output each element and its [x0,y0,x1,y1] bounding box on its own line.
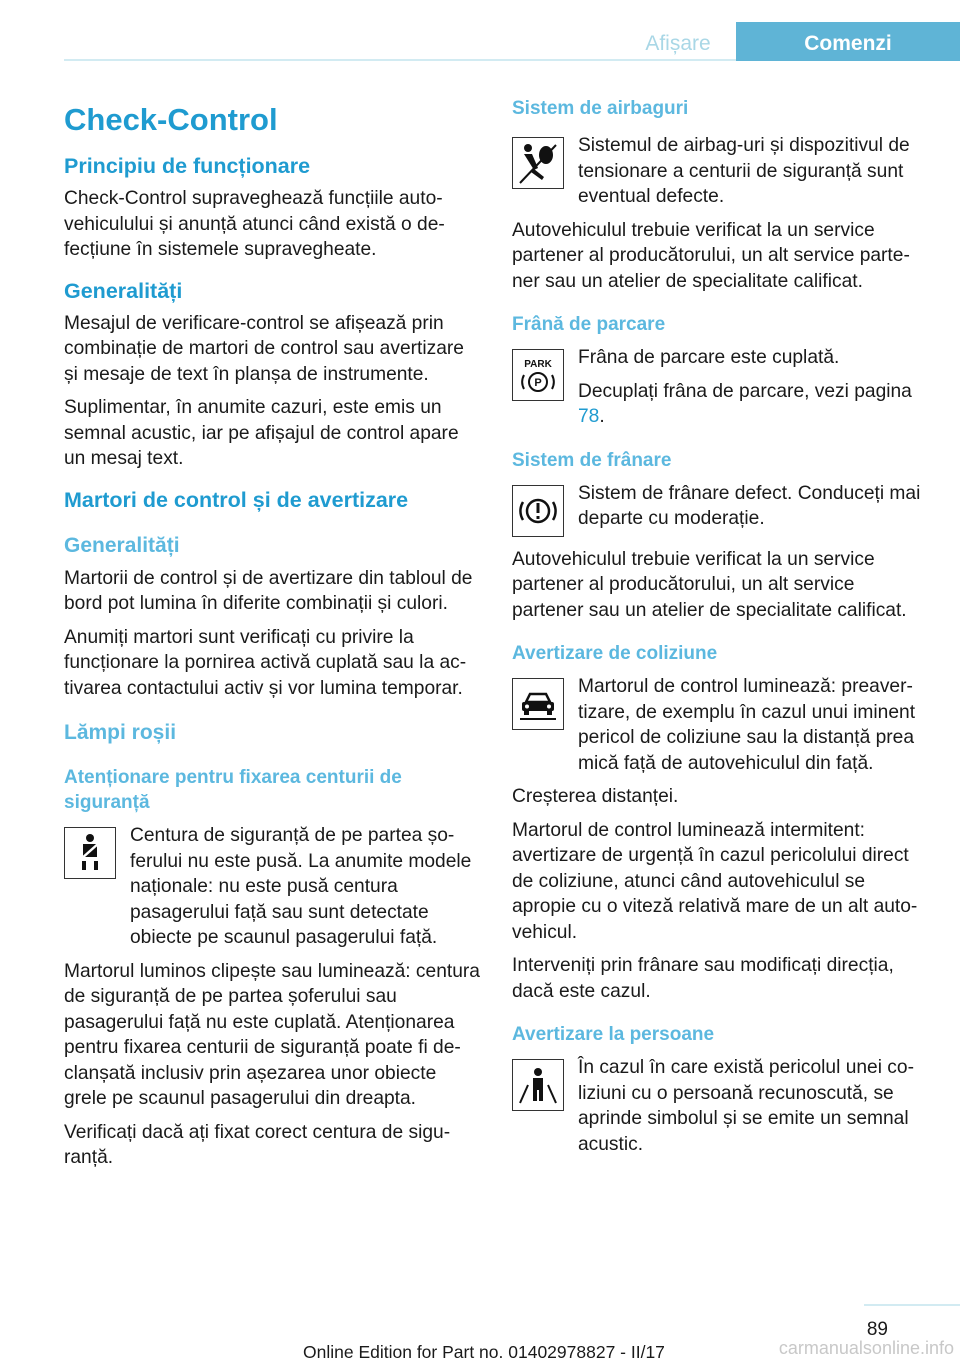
seatbelt-icon-text: Centura de siguranță de pe partea șoferului nu este pusă. La anumite modele naționale: nu este pusă centura pasagerului față sau sunt detectate obiecte pe scaunul pasagerului față. [130,825,472,948]
tab-afisare[interactable]: Afișare [645,32,711,55]
seatbelt-text-3: Verificați dacă ați fixat corect centura de siguranță. [64,1121,451,1168]
principle-text: Check-Control supraveghează funcțiile autovehiculului și anunță atunci când există o defecțiune în sistemele supravegheate. [64,188,445,260]
park-heading: Frână de parcare [512,314,666,335]
page-title: Check-Control [64,102,278,137]
brake-system-icon [512,485,564,537]
general-heading: Generalități [64,278,183,303]
park-text-prefix: Decuplați frâna de parcare, vezi pagina [578,380,912,402]
red-lamps-heading: Lămpi roșii [64,721,177,744]
collision-text-2: Creșterea distanței. [512,786,679,807]
brake-block [512,481,926,541]
principle-heading: Principiu de funcționare [64,154,311,178]
collision-heading: Avertizare de coliziune [512,643,718,664]
warnings-heading: Martori de control și de avertizare [64,487,409,512]
park-block [512,345,926,430]
pedestrian-warning-icon [512,1059,564,1111]
general-text-2: Suplimentar, în anumite cazuri, este emis un semnal acustic, iar pe afișajul de control apare un mesaj text. [64,397,459,469]
collision-text-3: Martorul de control luminează intermitent: avertizare de urgență în cazul pericolului direct de coliziune, atunci când autovehiculul se apropie cu o viteză relativă mare de un alt autovehicul. [512,819,918,943]
park-text-2 [512,379,926,430]
tab-comenzi[interactable]: Comenzi [736,22,960,61]
svg-text:P: P [534,377,542,389]
airbag-heading: Sistem de airbaguri [512,98,689,119]
park-brake-icon [512,349,564,401]
park-icon-text: Frâna de parcare este cuplată. [578,347,840,368]
brake-text-2: Autovehiculul trebuie verificat la un service partener al producătorului, un alt service partener sau un atelier de specialitate calificat. [512,548,907,621]
airbag-warning-icon [512,137,564,189]
collision-block [512,674,926,776]
watermark: carmanualsonline.info [778,1338,954,1358]
edition-footer: Online Edition for Part no. 01402978827 - II/17 [303,1342,665,1362]
collision-icon-text: Martorul de control luminează: preavertizare, de exemplu în cazul unui iminent pericol de coliziune sau la distanță prea mică față de autovehiculul din față. [578,676,916,774]
brake-icon-text: Sistem de frânare defect. Conduceți mai departe cu moderație. [578,482,921,529]
seatbelt-text-2: Martorul luminos clipește sau luminează: centura de siguranță de pe partea șoferului sau pasagerului față nu este cuplată. Atenționarea pentru fixarea centurii de siguranță poate fi declanșată inclusiv prin așezarea unor obiecte grele pe scaunul pasagerului din dreapta. [64,960,480,1109]
warnings-general-heading: Generalități [64,533,180,557]
page-78-link[interactable]: 78 [578,406,600,427]
person-heading: Avertizare la persoane [512,1024,715,1045]
airbag-block [512,133,926,210]
park-text-suffix: . [599,406,605,427]
collision-warning-icon [512,678,564,730]
left-column [64,96,480,1179]
warnings-text-1: Martorii de control și de avertizare din tabloul de bord pot lumina în diferite combinații și culori. [64,567,473,614]
page-number: 89 [866,1319,888,1340]
footer-rule [864,1304,960,1306]
warnings-text-2: Anumiți martori sunt verificați cu privire la funcționare la pornirea activă cuplată sau la activarea contactului activ și vor lumina temporar. [64,626,467,699]
person-icon-text: În cazul în care există pericolul unei coliziuni cu o persoană recunoscută, se aprinde simbolul și se emite un semnal acustic. [578,1057,914,1155]
seatbelt-heading: Atenționare pentru fixarea centurii de siguranță [64,767,402,813]
seatbelt-block [64,823,480,951]
seatbelt-warning-icon [64,827,116,879]
general-text-1: Mesajul de verificare-control se afișează prin combinație de martori de control sau avertizare și mesaje de text în planșa de instrumente. [64,312,464,385]
airbag-text-2: Autovehiculul trebuie verificat la un service partener al producătorului, un alt service partener sau un atelier de specialitate calificat. [512,219,910,292]
person-block [512,1055,926,1157]
right-column [512,96,926,1165]
svg-text:PARK: PARK [524,359,552,370]
brake-heading: Sistem de frânare [512,449,672,471]
airbag-icon-text: Sistemul de airbag-uri și dispozitivul de tensionare a centurii de siguranță sunt eventual defecte. [578,135,910,207]
collision-text-4: Interveniți prin frânare sau modificați direcția, dacă este cazul. [512,955,894,1002]
